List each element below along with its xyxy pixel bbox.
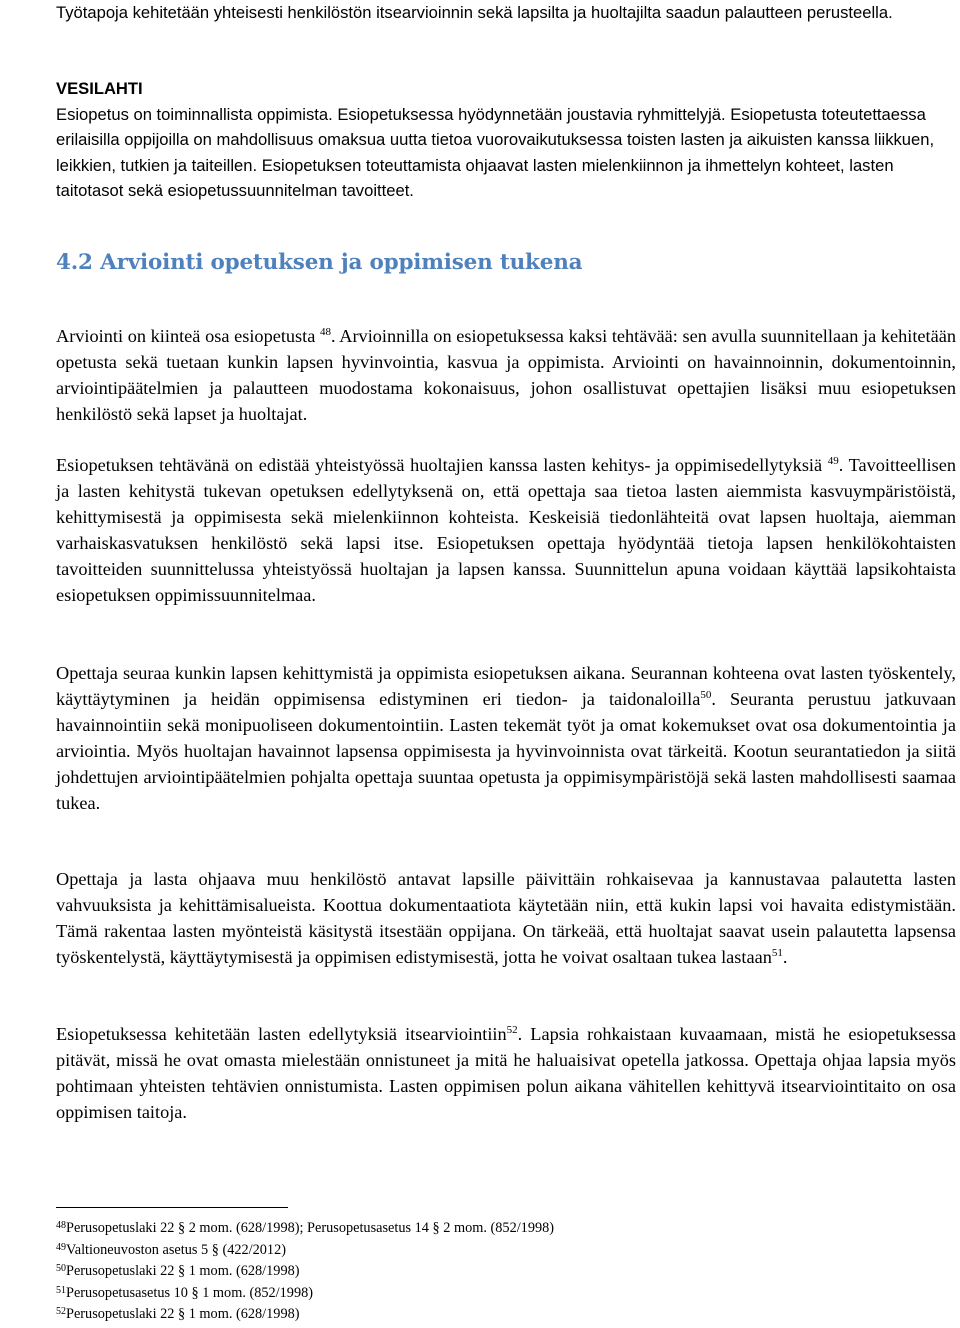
paragraph-2: [56, 453, 956, 608]
paragraph-3: [56, 661, 956, 816]
paragraph-1-text-b: . Arvioinnilla on esiopetuksessa kaksi tehtävää: sen avulla suunnitellaan ja kehitetään opetusta sekä tuetaan kunkin lapsen hyvinvointia, kasvua ja oppimista. Arviointi on havainnoinnin, dokumentoinnin, arviointipäätelmien ja palautteen muodostama kokonaisuus, johon osallistuvat opettajien lisäksi muu esiopetuksen henkilöstö sekä lapset ja huoltajat.: [56, 326, 956, 424]
footnote-49: [56, 1240, 956, 1262]
footnote-51: [56, 1283, 956, 1305]
footnote-ref-48[interactable]: 48: [320, 325, 332, 338]
footnote-number: 50: [56, 1263, 66, 1274]
footnote-ref-52[interactable]: 52: [506, 1023, 518, 1036]
footnote-ref-50[interactable]: 50: [700, 688, 712, 701]
footnote-number: 52: [56, 1306, 66, 1317]
footnote-number: 48: [56, 1220, 66, 1231]
footnote-text: Valtioneuvoston asetus 5 § (422/2012): [66, 1241, 286, 1258]
paragraph-2-text-a: Esiopetuksen tehtävänä on edistää yhteistyössä huoltajien kanssa lasten kehitys- ja oppimisedellytyksiä: [56, 455, 828, 475]
footnote-text: Perusopetuslaki 22 § 2 mom. (628/1998); Perusopetusasetus 14 § 2 mom. (852/1998): [66, 1220, 555, 1236]
vesilahti-paragraph: Esiopetus on toiminnallista oppimista. Esiopetuksessa hyödynnetään joustavia ryhmittelyjä. Esiopetusta toteutettaessa erilaisilla oppijoilla on mahdollisuus omaksua uutta tietoa vuorovaikutuksessa toisten lasten ja aikuisten kanssa liikkuen, leikkien, tutkien ja taiteillen. Esiopetuksen toteuttamista ohjaavat lasten mielenkiinnon ja ihmettelyn kohteet, lasten taitotasot sekä esiopetussuunnitelman tavoitteet.: [56, 104, 935, 200]
footnote-ref-51[interactable]: 51: [771, 946, 783, 959]
footnote-separator: [56, 1207, 288, 1208]
footnote-number: 49: [56, 1241, 66, 1253]
footnote-ref-49[interactable]: 49: [827, 454, 839, 467]
paragraph-1-text-a: Arviointi on kiinteä osa esiopetusta: [56, 326, 321, 346]
footnotes: [56, 1218, 956, 1326]
paragraph-4: [56, 867, 956, 971]
paragraph-5: [56, 1022, 956, 1126]
footnote-52: [56, 1304, 956, 1326]
footnote-text: Perusopetuslaki 22 § 1 mom. (628/1998): [66, 1263, 300, 1279]
footnote-48: [56, 1218, 956, 1240]
vesilahti-heading: VESILAHTI: [56, 79, 143, 98]
paragraph-5-text-a: Esiopetuksessa kehitetään lasten edellytyksiä itsearviointiin: [56, 1024, 507, 1044]
paragraph-4-text-a: Opettaja ja lasta ohjaava muu henkilöstö antavat lapsille päivittäin rohkaisevaa ja kannustavaa palautetta lasten vahvuuksista ja kehittämisalueista. Koottua dokumentaatiota käytetään niin, että kukin lapsi voi havaita edistymistään. Tämä rakentaa lasten myönteistä käsitystä itsestään oppijana. On tärkeää, että huoltajat saavat usein palautetta lapsensa työskentelystä, käyttäytymisestä ja oppimisen edistymisestä, jotta he voivat osaltaan tukea lastaan: [56, 869, 956, 967]
footnote-50: [56, 1261, 956, 1283]
vesilahti-block: [56, 76, 956, 204]
paragraph-5-text-b: . Lapsia rohkaistaan kuvaamaan, mistä he esiopetuksessa pitävät, missä he ovat omasta mielestään onnistuneet ja mitä he haluaisivat opetella jatkossa. Opettaja ohjaa lapsia myös pohtimaan yhteisten tehtävien onnistumista. Lasten oppimisen polun aikana vähitellen kehittyvä itsearviointitaito on osa oppimisen taitoja.: [56, 1024, 957, 1122]
intro-paragraph: Työtapoja kehitetään yhteisesti henkilöstön itsearvioinnin sekä lapsilta ja huoltajilta saadun palautteen perusteella.: [56, 3, 893, 22]
paragraph-3-text-b: . Seuranta perustuu jatkuvaan havainnointiin sekä monipuoliseen dokumentointiin. Lasten tekemät työt ja omat kokemukset ovat osa dokumentointia ja arviointia. Myös huoltajan havainnot lapsensa oppimisesta ja hyvinvoinnista ovat tärkeitä. Kootun seurantatiedon ja siitä johdettujen arviointipäätelmien pohjalta opettaja suuntaa opetusta ja oppimisympäristöjä sekä lasten mahdollisesti saamaa tukea.: [56, 688, 957, 813]
paragraph-4-text-b: .: [782, 946, 788, 967]
paragraph-1: [56, 324, 956, 428]
footnote-text: Perusopetuslaki 22 § 1 mom. (628/1998): [66, 1306, 300, 1322]
section-heading: 4.2 Arviointi opetuksen ja oppimisen tukena: [56, 250, 583, 275]
paragraph-2-text-b: . Tavoitteellisen ja lasten kehitystä tukevan opetuksen edellytyksenä on, että opettaja saa tietoa lasten aiemmista kasvuympäristöistä, kehittymisestä ja oppimisesta sekä mielenkiinnon kohteista. Keskeisiä tiedonlähteitä ovat lapsen huoltaja, aiemman varhaiskasvatuksen henkilöstö sekä lapsi itse. Esiopetuksen opettaja hyödyntää tietoja lapsen henkilökohtaisten tavoitteiden suunnittelussa yhteistyössä huoltajan ja lapsen kanssa. Suunnittelun apuna voidaan käyttää lapsikohtaista esiopetuksen oppimissuunnitelmaa.: [56, 455, 956, 605]
footnote-text: Perusopetusasetus 10 § 1 mom. (852/1998): [66, 1284, 313, 1301]
footnote-number: 51: [56, 1284, 66, 1296]
paragraph-3-text-a: Opettaja seuraa kunkin lapsen kehittymistä ja oppimista esiopetuksen aikana. Seurannan kohteena ovat lasten työskentely, käyttäytyminen ja heidän oppimisensa edistyminen eri tiedon- ja taidonaloilla: [56, 663, 956, 709]
